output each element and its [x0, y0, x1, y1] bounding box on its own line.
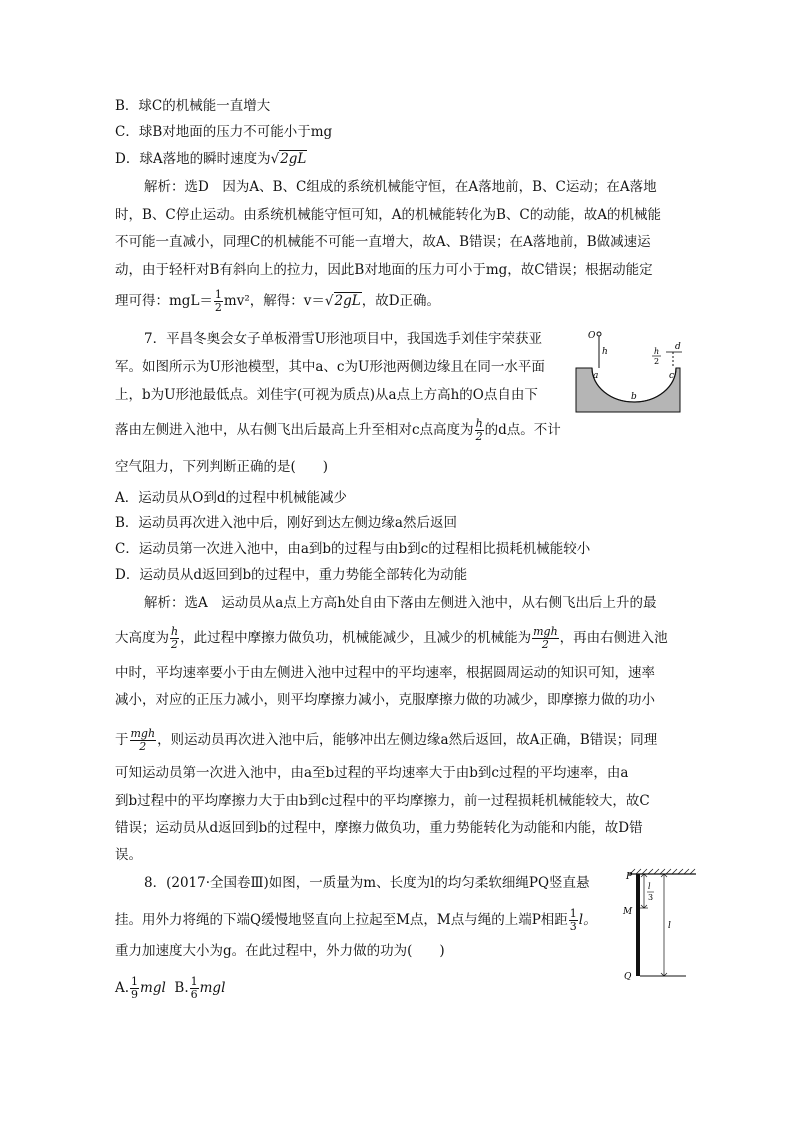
q7-stem-line-1: 7．平昌冬奥会女子单板滑雪U形池项目中，我国选手刘佳宇荣获亚 — [144, 331, 542, 347]
label-half-h-den: 2 — [654, 357, 660, 366]
label-half-h-num: h — [654, 347, 660, 356]
q7-option-d: D．运动员从d返回到b的过程中，重力势能全部转化为动能 — [115, 567, 468, 583]
q6-analysis-line-3: 不可能一直减小，同理C的机械能不可能一直增大，故A、B错误；在A落地前，B做减速运 — [115, 234, 651, 250]
q7-stem-line-2: 军。如图所示为U形池模型，其中a、c为U形池两侧边缘且在同一水平面 — [115, 359, 545, 375]
q7-analysis-line-6: 可知运动员第一次进入池中，由a至b过程的平均速率大于由b到c过程的平均速率，由a — [115, 765, 629, 781]
q7-option-a: A．运动员从O到d的过程中机械能减少 — [115, 490, 347, 506]
q8-stem-line-2: 挂。用外力将绳的下端Q缓慢地竖直向上拉起至M点，M点与绳的上端P相距 $\frac{1}{3}$ l。 — [115, 907, 597, 933]
q7-analysis-line-7: 到b过程中的平均摩擦力大于由b到c过程中的平均摩擦力，前一过程损耗机械能较大，故C — [115, 793, 650, 809]
q7-stem-line-4: 落由左侧进入池中，从右侧飞出后最高上升至相对c点高度为 $\frac{h}{2}$ 的d点。不计 — [115, 417, 561, 443]
label-a: a — [593, 371, 599, 381]
label-l-over-3-den: 3 — [648, 893, 654, 902]
label-Q: Q — [624, 972, 632, 980]
label-b: b — [631, 392, 637, 402]
q6-analysis-line-2: 时，B、C停止运动。由系统机械能守恒可知，A的机械能转化为B、C的动能，故A的机械能 — [115, 207, 661, 223]
q8-stem-line-1: 8．(2017·全国卷Ⅲ)如图，一质量为m、长度为l的均匀柔软细绳PQ竖直悬 — [144, 875, 590, 891]
label-l-over-3-num: l — [648, 882, 651, 891]
q7-analysis-line-9: 误。 — [115, 847, 142, 863]
q7-analysis-line-8: 错误；运动员从d返回到b的过程中，摩擦力做负功，重力势能转化为动能和内能，故D错 — [115, 820, 643, 836]
label-M: M — [623, 907, 633, 917]
q6-analysis-line-1: 解析：选D 因为A、B、C组成的系统机械能守恒，在A落地前，B、C运动；在A落地 — [144, 179, 657, 195]
label-l: l — [668, 921, 671, 931]
q7-stem-line-5: 空气阻力，下列判断正确的是( ) — [115, 459, 329, 475]
q7-option-b: B．运动员再次进入池中后，刚好到达左侧边缘a然后返回 — [115, 515, 457, 531]
hanging-rope-figure — [608, 862, 698, 980]
q8-stem-line-3: 重力加速度大小为g。在此过程中，外力做的功为( ) — [115, 943, 445, 959]
q6-analysis-line-5: 理可得：mgL＝ $\frac{1}{2}$ mv²，解得：v＝√2gL，故D正确。 — [115, 288, 441, 314]
label-h: h — [602, 347, 608, 357]
q7-analysis-line-1: 解析：选A 运动员从a点上方高h处自由下落由左侧进入池中，从右侧飞出后上升的最 — [144, 595, 657, 611]
label-d: d — [675, 342, 681, 352]
q7-analysis-line-4: 减小，对应的正压力减小，则平均摩擦力减小，克服摩擦力做的功减少，即摩擦力做的功小 — [115, 692, 655, 708]
q6-analysis-line-4: 动，由于轻杆对B有斜向上的拉力，因此B对地面的压力可小于mg，故C错误；根据动能定 — [115, 262, 653, 278]
label-P: P — [626, 872, 633, 882]
rope — [636, 874, 640, 976]
q6-option-b: B．球C的机械能一直增大 — [115, 98, 271, 114]
q6-option-c: C．球B对地面的压力不可能小于mg — [115, 124, 333, 140]
q8-options: A. $\frac{1}{9}$ mgl B. $\frac{1}{6}$ mgl — [115, 975, 226, 1001]
q7-analysis-line-3: 中时，平均速率要小于由左侧进入池中过程中的平均速率，根据圆周运动的知识可知，速率 — [115, 665, 655, 681]
label-c: c — [669, 371, 675, 381]
q7-stem-line-3: 上，b为U形池最低点。刘佳宇(可视为质点)从a点上方高h的O点自由下 — [115, 387, 538, 403]
u-shaped-pool-figure — [572, 326, 684, 416]
q7-analysis-line-2: 大高度为 $\frac{h}{2}$ ，此过程中摩擦力做负功，机械能减少，且减少的机械能为 $\frac{\text{mgh}}{2}$ ，再由右侧进入池 — [115, 625, 668, 651]
label-O: O — [588, 331, 596, 341]
q7-option-c: C．运动员第一次进入池中，由a到b的过程与由b到c的过程相比损耗机械能较小 — [115, 541, 591, 557]
q7-analysis-line-5: 于 $\frac{\text{mgh}}{2}$ ，则运动员再次进入池中后，能够冲出左侧边缘a然后返回，故A正确，B错误；同理 — [115, 727, 658, 753]
q6-option-d: D．球A落地的瞬时速度为√2gL — [115, 151, 307, 167]
